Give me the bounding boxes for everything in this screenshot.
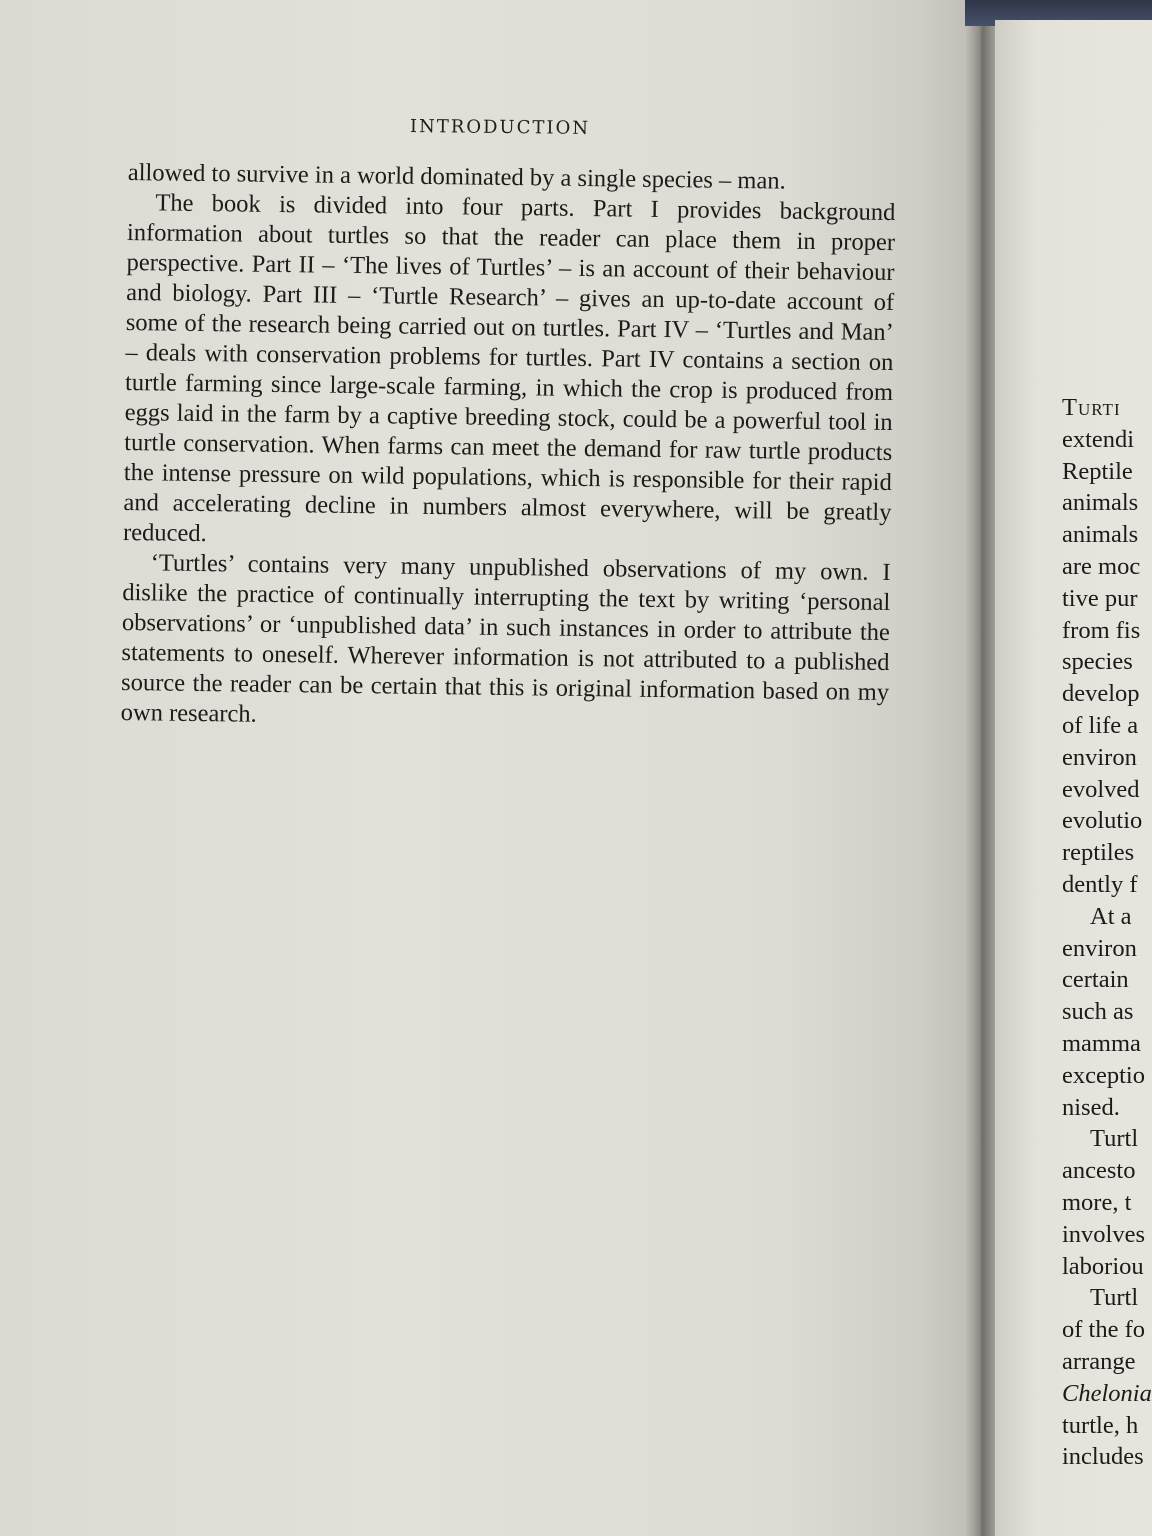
right-page-line: are moc (1062, 552, 1141, 580)
right-page-line: mamma (1062, 1029, 1141, 1057)
right-page-line: nised. (1062, 1093, 1120, 1121)
right-page-line: from fis (1062, 616, 1141, 644)
right-page-text (1062, 392, 1152, 1473)
paragraph-unpublished-observations: ‘Turtles’ contains very many unpublished observations of my own. I dislike the practice of continually interrupting the text by writing ‘personal observations’ or ‘unpublished data’ in such instances in order to attribute the statements to oneself. Wherever information is not attributed to a published source the reader can be certain that this is original information based on my own research. (120, 549, 891, 728)
right-page-line: develop (1062, 680, 1140, 708)
right-page-line: evolved (1062, 775, 1140, 803)
right-page-line: ancesto (1062, 1157, 1136, 1185)
paragraph-book-structure: The book is divided into four parts. Part I provides background information about turtles so that the reader can place them in proper perspective. Part II – ‘The lives of Turtles’ – is an account of their behaviour and biology. Part III – ‘Turtle Research’ – gives an up-to-date account of some of the research being carried out on turtles. Part IV – ‘Turtles and Man’ – deals with conservation problems for turtles. Part IV contains a section on turtle farming since large-scale farming, in which the crop is produced from eggs laid in the farm by a captive breeding stock, could be a powerful tool in turtle conservation. When farms can meet the demand for raw turtle products the intense pressure on wild populations, which is responsible for their rapid and accelerating decline in numbers almost everywhere, will be greatly reduced. (122, 189, 896, 548)
right-page-line: Turtl (1090, 1125, 1139, 1153)
right-page-line: species (1062, 648, 1133, 676)
right-page-line: Chelonia (1062, 1379, 1152, 1407)
right-page-line: animals (1062, 489, 1139, 517)
running-head: INTRODUCTION (409, 116, 591, 139)
book-gutter (965, 0, 997, 1536)
right-page-line: Reptile (1062, 457, 1133, 485)
right-page-line: extendi (1062, 425, 1135, 453)
right-page-line: animals (1062, 521, 1139, 549)
right-page-line: At a (1090, 902, 1132, 930)
right-page-line: evolutio (1062, 807, 1143, 835)
right-page-line: of the fo (1062, 1316, 1145, 1344)
right-page-line: certain (1062, 966, 1129, 994)
body-text (121, 158, 896, 738)
right-page-line: turtle, h (1062, 1411, 1139, 1439)
right-page-line: of life a (1062, 711, 1139, 739)
right-page-line: involves (1062, 1220, 1146, 1248)
right-page-line: reptiles (1062, 839, 1135, 867)
right-page-line: laboriou (1062, 1252, 1144, 1280)
right-page-line: dently f (1062, 870, 1138, 898)
right-page-line: environ (1062, 743, 1137, 771)
right-page-line: arrange (1062, 1347, 1136, 1375)
right-page-line: tive pur (1062, 584, 1138, 612)
right-page-line: such as (1062, 998, 1134, 1026)
right-page-line: includes (1062, 1443, 1144, 1471)
right-page-line: Turtl (1090, 1284, 1139, 1312)
right-page-line: environ (1062, 934, 1137, 962)
right-page-line: more, t (1062, 1188, 1132, 1216)
right-page-line: exceptio (1062, 1061, 1145, 1089)
paragraph-continuation: allowed to survive in a world dominated by a single species – man. (127, 158, 786, 195)
right-page-heading: Turti (1062, 394, 1121, 421)
